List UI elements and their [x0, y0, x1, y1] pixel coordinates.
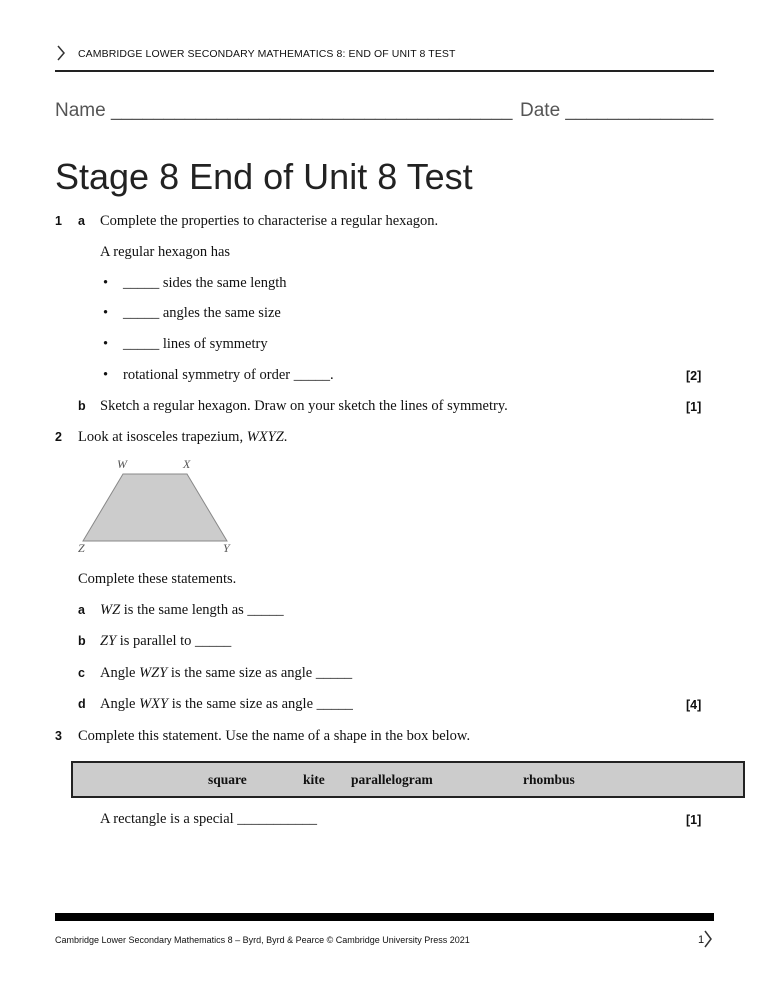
- part-letter: a: [78, 214, 85, 228]
- angle: WZY: [139, 665, 168, 681]
- q3-text: Complete this statement. Use the name of a shape in the box below.: [78, 728, 471, 744]
- vertex-label-w: W: [117, 457, 127, 471]
- chevron-right-icon: [55, 44, 67, 62]
- q1a-text: Complete the properties to characterise a regular hexagon.: [100, 213, 439, 229]
- q2b-text: [100, 633, 231, 650]
- marks: [1]: [686, 400, 702, 414]
- q1a-bullet: _____ angles the same size: [123, 305, 281, 321]
- text: Angle: [100, 665, 140, 681]
- page-number: 1: [698, 934, 705, 946]
- marks: [2]: [686, 369, 702, 383]
- question-number: 2: [55, 430, 62, 444]
- text: is the same size as angle _____: [168, 696, 353, 712]
- date-field[interactable]: Date ______________: [520, 100, 714, 121]
- segment: ZY: [100, 633, 117, 649]
- bullet: •: [103, 336, 109, 352]
- option-rhombus: rhombus: [523, 772, 575, 787]
- text: .: [283, 429, 288, 445]
- part-letter: c: [78, 666, 85, 680]
- footer-text: Cambridge Lower Secondary Mathematics 8 – Byrd, Byrd & Pearce © Cambridge University Press 2021: [55, 935, 470, 945]
- text: Angle: [100, 696, 140, 712]
- bullet: •: [103, 367, 109, 383]
- q2d-text: [100, 696, 353, 713]
- option-square: square: [208, 772, 247, 787]
- q1a-intro: A regular hexagon has: [100, 244, 231, 260]
- q1a-bullet: rotational symmetry of order _____.: [123, 367, 334, 383]
- vertex-label-z: Z: [78, 541, 85, 555]
- q1b-text: Sketch a regular hexagon. Draw on your sketch the lines of symmetry.: [100, 398, 508, 414]
- question-number: 3: [55, 729, 62, 743]
- text: is the same size as angle _____: [167, 665, 353, 681]
- word-box: [71, 761, 745, 798]
- q2a-text: [100, 602, 284, 619]
- segment: WZ: [100, 602, 121, 618]
- text: is the same length as _____: [120, 602, 284, 618]
- q2-text: [78, 429, 287, 446]
- part-letter: d: [78, 697, 86, 711]
- marks: [4]: [686, 698, 702, 712]
- bullet: •: [103, 305, 109, 321]
- vertex-label-y: Y: [223, 541, 230, 555]
- q1a-bullet: _____ sides the same length: [123, 275, 287, 291]
- q1a-bullet: _____ lines of symmetry: [123, 336, 268, 352]
- q2-instruction: Complete these statements.: [78, 571, 237, 587]
- angle: WXY: [139, 696, 169, 712]
- text: Look at isosceles trapezium,: [78, 429, 247, 445]
- shape-name: WXYZ: [246, 429, 284, 445]
- next-page-chevron-icon: [702, 929, 714, 949]
- page-title: Stage 8 End of Unit 8 Test: [55, 156, 473, 197]
- q3-statement: A rectangle is a special ___________: [100, 811, 318, 827]
- header-divider: [55, 70, 714, 72]
- option-kite: kite: [303, 772, 325, 787]
- part-letter: b: [78, 634, 86, 648]
- question-number: 1: [55, 214, 62, 228]
- name-field[interactable]: Name ______________________________________: [55, 100, 513, 121]
- vertex-label-x: X: [183, 457, 191, 471]
- part-letter: b: [78, 399, 86, 413]
- running-header: CAMBRIDGE LOWER SECONDARY MATHEMATICS 8: END OF UNIT 8 TEST: [78, 48, 456, 60]
- q2c-text: [100, 665, 352, 682]
- part-letter: a: [78, 603, 85, 617]
- bullet: •: [103, 275, 109, 291]
- marks: [1]: [686, 813, 702, 827]
- footer-bar: [55, 913, 714, 921]
- option-parallelogram: parallelogram: [351, 772, 433, 787]
- text: is parallel to _____: [116, 633, 232, 649]
